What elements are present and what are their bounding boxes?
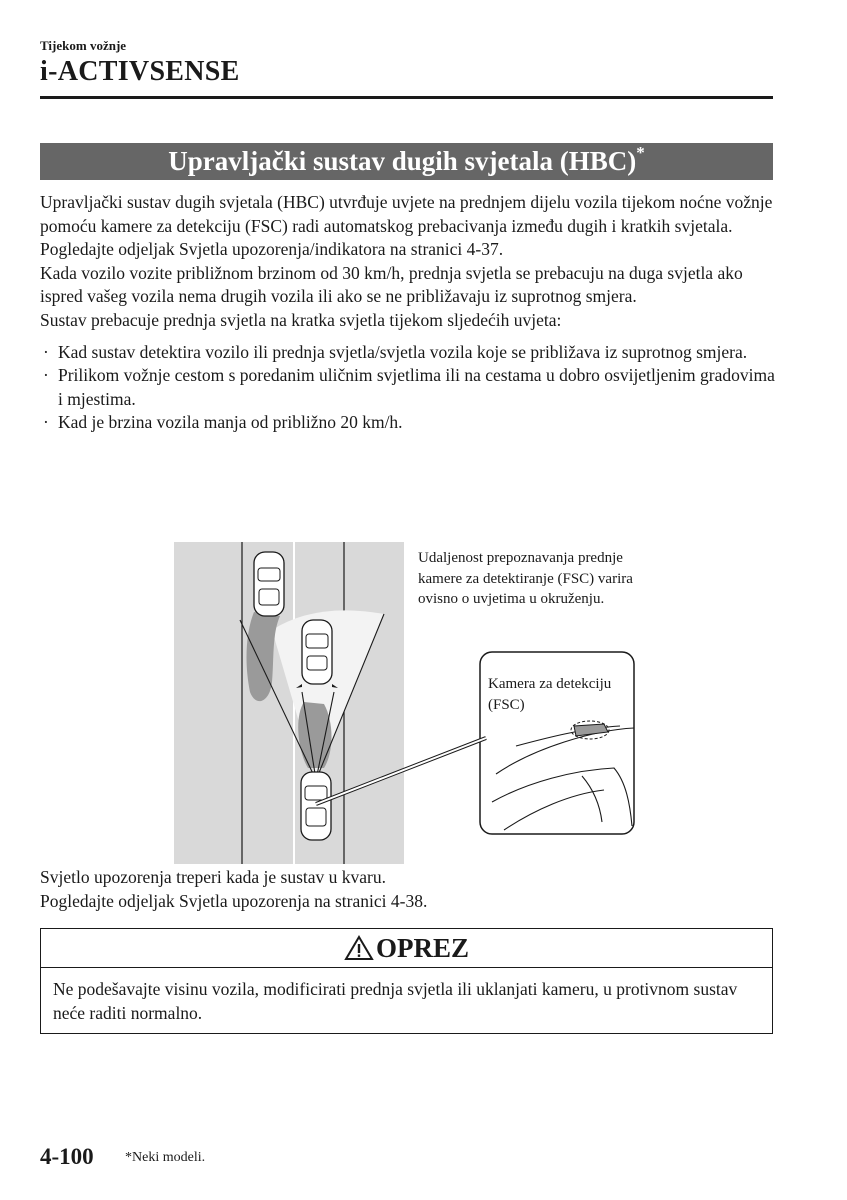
road-surface <box>174 542 404 864</box>
breadcrumb: Tijekom vožnje <box>40 38 127 53</box>
paragraph: Svjetlo upozorenja treperi kada je sustav u kvaru. <box>40 867 387 887</box>
banner-title: Upravljački sustav dugih svjetala (HBC) <box>168 146 637 176</box>
bullet-mark: · <box>43 412 49 433</box>
list-item-text: Kad je brzina vozila manja od približno 20 km/h. <box>58 412 403 433</box>
banner-asterisk: * <box>636 143 645 162</box>
list-item <box>40 341 775 365</box>
caution-title: OPREZ <box>375 933 469 963</box>
bullet-mark: · <box>43 341 49 362</box>
section-title: i-ACTIVSENSE <box>40 56 240 87</box>
header-rule <box>40 96 773 99</box>
list-item-text: Kad sustav detektira vozilo ili prednja svjetla/svjetla vozila koje se približava iz suprotnog smjera. <box>58 341 748 362</box>
list-item <box>40 411 775 435</box>
paragraph: Pogledajte odjeljak Svjetla upozorenja na stranici 4-38. <box>40 890 428 911</box>
after-figure-text <box>40 866 427 913</box>
title-banner <box>40 143 773 180</box>
paragraph: Sustav prebacuje prednja svjetla na kratka svjetla tijekom sljedećih uvjeta: <box>40 309 562 330</box>
body-text <box>40 191 775 435</box>
condition-list <box>40 341 775 435</box>
list-item <box>40 364 775 411</box>
callout-detection-range: Udaljenost prepoznavanja prednje kamere za detektiranje (FSC) varira ovisno o uvjetima u okruženju. <box>418 550 633 607</box>
caution-header <box>41 929 772 968</box>
warning-triangle-icon <box>344 935 374 961</box>
callout-camera: Kamera za detekciju (FSC) <box>488 676 612 713</box>
caution-box <box>40 928 773 1034</box>
car-top-view-icon <box>254 552 284 616</box>
paragraph: Upravljački sustav dugih svjetala (HBC) utvrđuje uvjete na prednjem dijelu vozila tijekom noćne vožnje pomoću kamere za detekciju (FSC) radi automatskog prebacivanja između dugih i kratkih svjetala. <box>40 192 773 236</box>
bullet-mark: · <box>43 365 49 386</box>
car-top-view-icon <box>301 772 331 840</box>
page-number: 4-100 <box>40 1144 94 1169</box>
footnote: *Neki modeli. <box>125 1150 206 1165</box>
caution-text: Ne podešavajte visinu vozila, modificirati prednja svjetla ili uklanjati kameru, u protivnom sustav neće raditi normalno. <box>53 979 738 1023</box>
paragraph: Pogledajte odjeljak Svjetla upozorenja/indikatora na stranici 4-37. <box>40 239 504 260</box>
list-item-text: Prilikom vožnje cestom s poredanim uličnim svjetlima ili na cestama u dobro osvijetljenim gradovima i mjestima. <box>58 365 775 409</box>
paragraph: Kada vozilo vozite približnom brzinom od 30 km/h, prednja svjetla se prebacuju na duga svjetla ako ispred vašeg vozila nema drugih vozila ili ako se ne približavaju iz suprotnog smjera. <box>40 262 743 307</box>
